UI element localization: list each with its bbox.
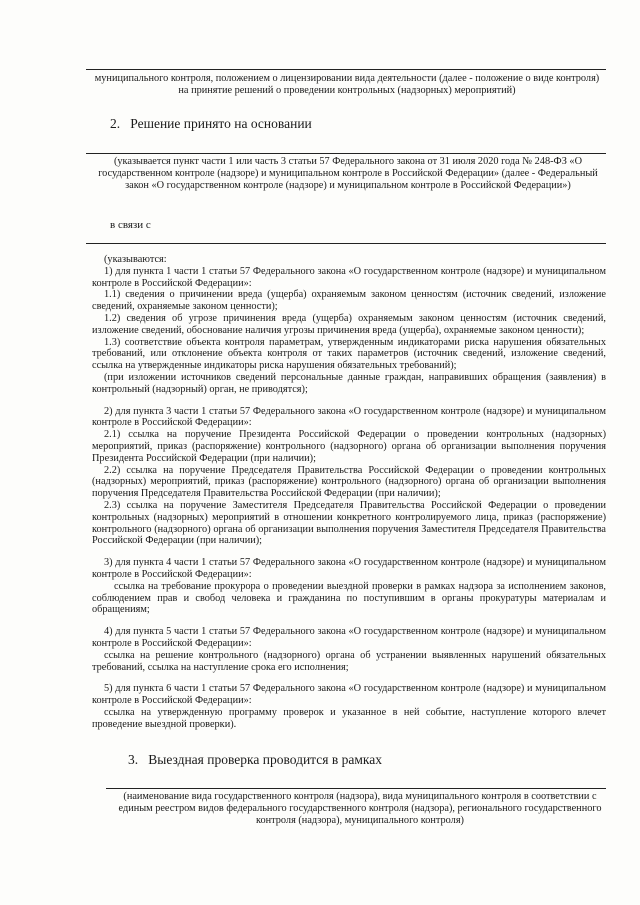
in-connection-label: в связи с	[110, 219, 151, 231]
list-item: 3) для пункта 4 части 1 статьи 57 Федерального закона «О государственном контроле (надзоре) и муниципальном контроле в Российской Федерации»:	[92, 557, 606, 580]
in-connection-rule	[86, 243, 606, 244]
list-item: (указываются:	[104, 254, 167, 265]
section2-title: Решение принято на основании	[130, 116, 312, 131]
list-item: 1.1) сведения о причинении вреда (ущерба) охраняемым законом ценностям (источник сведений, изложение сведений, охраняемые законом ценности);	[92, 289, 606, 313]
header-caption: муниципального контроля, положением о лицензировании вида деятельности (далее - положение о виде контроля) на принятие решений о проведении контрольных (надзорных) мероприятий)	[94, 73, 600, 96]
section3-title: Выездная проверка проводится в рамках	[148, 752, 382, 767]
section3-caption: (наименование вида государственного контроля (надзора), вида муниципального контроля в соответствии с единым реестром видов федерального государственного контроля (надзора), регионального государственного контроля (надзора), муниципального контроля)	[118, 791, 602, 826]
list-item: 2.1) ссылка на поручение Президента Российской Федерации о проведении контрольных (надзорных) мероприятий, приказ (распоряжение) контрольного (надзорного) органа об организации выполнения поручения Президента Российской Федерации (при наличии);	[92, 429, 606, 464]
list-item: 2.2) ссылка на поручение Председателя Правительства Российской Федерации о проведении контрольных (надзорных) мероприятий, приказ (распоряжение) контрольного (надзорного) органа об организации выполнения поручения Председателя Правительства Российской Федерации (при наличии);	[92, 464, 606, 500]
top-rule	[86, 69, 606, 70]
section2-caption: (указывается пункт части 1 или часть 3 статьи 57 Федерального закона от 31 июля 2020 года № 248-ФЗ «О государственном контроле (надзоре) и муниципальном контроле в Российской Федерации» (далее - Федеральный закон «О государственном контроле (надзоре) и муниципальном контроле в Российской Федерации»)	[98, 156, 598, 191]
list-item: ссылка на требование прокурора о проведении выездной проверки в рамках надзора за исполнением законов, соблюдением прав и свобод человека и гражданина по поступившим в органы прокуратуры материалам и обращениям;	[92, 580, 606, 616]
list-item: 4) для пункта 5 части 1 статьи 57 Федерального закона «О государственном контроле (надзоре) и муниципальном контроле в Российской Федерации»:	[92, 626, 606, 649]
list-item: 1) для пункта 1 части 1 статьи 57 Федерального закона «О государственном контроле (надзоре) и муниципальном контроле в Российской Федерации»:	[92, 265, 606, 289]
list-item: ссылка на решение контрольного (надзорного) органа об устранении выявленных нарушений обязательных требований, ссылка на наступление срока его исполнения;	[92, 649, 606, 673]
list-item: 5) для пункта 6 части 1 статьи 57 Федерального закона «О государственном контроле (надзоре) и муниципальном контроле в Российской Федерации»:	[92, 683, 606, 707]
instructions-block	[92, 254, 606, 730]
list-item: 1.3) соответствие объекта контроля параметрам, утвержденным индикаторами риска нарушения обязательных требований, или отклонение объекта контроля от таких параметров (источник сведений, изложение сведений, ссылка на утвержденные индикаторы риска нарушения обязательных требований);	[92, 336, 606, 372]
section2-number: 2.	[110, 116, 121, 131]
list-item: 2) для пункта 3 части 1 статьи 57 Федерального закона «О государственном контроле (надзоре) и муниципальном контроле в Российской Федерации»:	[92, 405, 606, 429]
section3-rule	[106, 788, 606, 789]
section2-rule	[86, 153, 606, 154]
list-item: 2.3) ссылка на поручение Заместителя Председателя Правительства Российской Федерации о проведении контрольных (надзорных) мероприятий в отношении конкретного контролируемого лица, приказ (распоряжение) контрольного (надзорного) органа об организации выполнения поручения Заместителя Председателя Правительства Российской Федерации (при наличии);	[92, 499, 606, 547]
section3-number: 3.	[128, 752, 139, 767]
section3-heading	[128, 752, 382, 768]
list-item: ссылка на утвержденную программу проверок и указанное в ней событие, наступление которого влечет проведение выездной проверки).	[92, 706, 606, 730]
section2-heading	[110, 116, 312, 132]
list-item: 1.2) сведения об угрозе причинения вреда (ущерба) охраняемым законом ценностям (источник сведений, изложение сведений, обоснование наличия угрозы причинения вреда (ущерба), охраняемые законом ценности);	[92, 312, 606, 336]
list-item: (при изложении источников сведений персональные данные граждан, направивших обращения (заявления) в контрольный (надзорный) орган, не приводятся);	[92, 371, 606, 395]
